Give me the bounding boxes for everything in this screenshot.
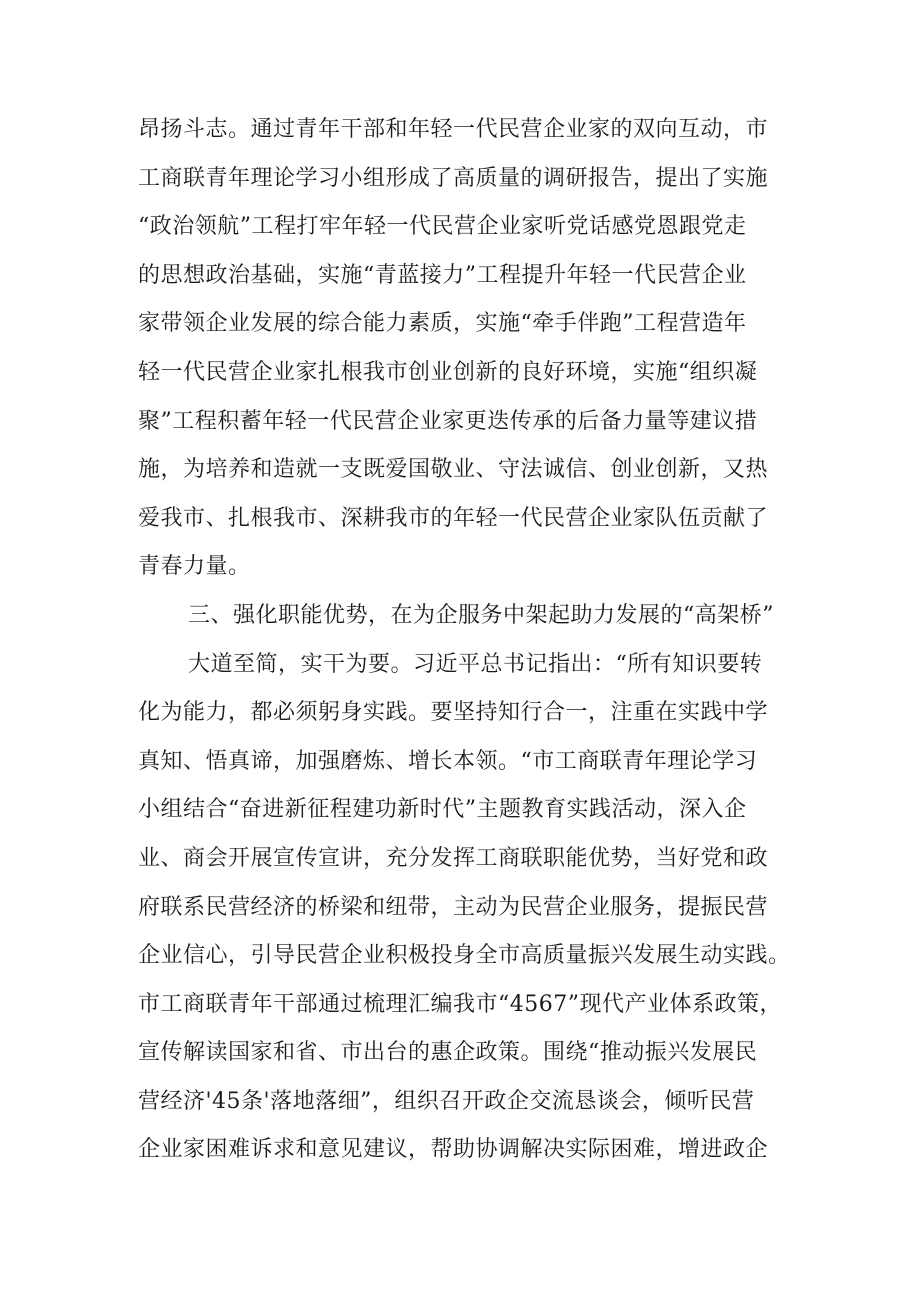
paragraph-line: 真知、悟真谛，加强磨炼、增长本领。“市工商联青年理论学习 xyxy=(138,748,758,774)
paragraph-line: 的思想政治基础，实施“青蓝接力”工程提升年轻一代民营企业 xyxy=(138,262,747,288)
section-heading: 三、强化职能优势，在为企服务中架起助力发展的“高架桥” xyxy=(188,602,774,628)
paragraph-line: 青春力量。 xyxy=(138,554,251,580)
paragraph-line: 府联系民营经济的桥梁和纽带，主动为民营企业服务，提振民营 xyxy=(138,894,769,920)
paragraph-line: 企业家困难诉求和意见建议，帮助协调解决实际困难，增进政企 xyxy=(138,1137,769,1163)
paragraph-line: 小组结合“奋进新征程建功新时代”主题教育实践活动，深入企 xyxy=(138,797,747,823)
paragraph-line: 施，为培养和造就一支既爱国敬业、守法诚信、创业创新，又热 xyxy=(138,457,769,483)
paragraph-line: 工商联青年理论学习小组形成了高质量的调研报告，提出了实施 xyxy=(138,165,769,191)
paragraph-line: 市工商联青年干部通过梳理汇编我市“4567”现代产业体系政策， xyxy=(138,991,782,1017)
paragraph-line: 轻一代民营企业家扎根我市创业创新的良好环境，实施“组织凝 xyxy=(138,359,758,385)
paragraph-line: 爱我市、扎根我市、深耕我市的年轻一代民营企业家队伍贡献了 xyxy=(138,505,769,531)
paragraph-line: 化为能力，都必须躬身实践。要坚持知行合一，注重在实践中学 xyxy=(138,700,769,726)
paragraph-line: 聚”工程积蓄年轻一代民营企业家更迭传承的后备力量等建议措 xyxy=(138,408,758,434)
paragraph-line: 业、商会开展宣传宣讲，充分发挥工商联职能优势，当好党和政 xyxy=(138,845,769,871)
paragraph-line: 营经济'45条'落地落细”，组织召开政企交流恳谈会，倾听民营 xyxy=(138,1088,755,1114)
paragraph-line: 企业信心，引导民营企业积极投身全市高质量振兴发展生动实践。 xyxy=(138,943,791,969)
document-body xyxy=(138,106,798,1175)
paragraph-line: 昂扬斗志。通过青年干部和年轻一代民营企业家的双向互动，市 xyxy=(138,117,769,142)
paragraph-line: 宣传解读国家和省、市出台的惠企政策。围绕“推动振兴发展民 xyxy=(138,1040,758,1066)
paragraph-line: 大道至简，实干为要。习近平总书记指出：“所有知识要转 xyxy=(188,651,763,677)
paragraph-line: 家带领企业发展的综合能力素质，实施“牵手伴跑”工程营造年 xyxy=(138,311,747,337)
paragraph-line: “政治领航”工程打牢年轻一代民营企业家听党话感党恩跟党走 xyxy=(138,214,747,240)
